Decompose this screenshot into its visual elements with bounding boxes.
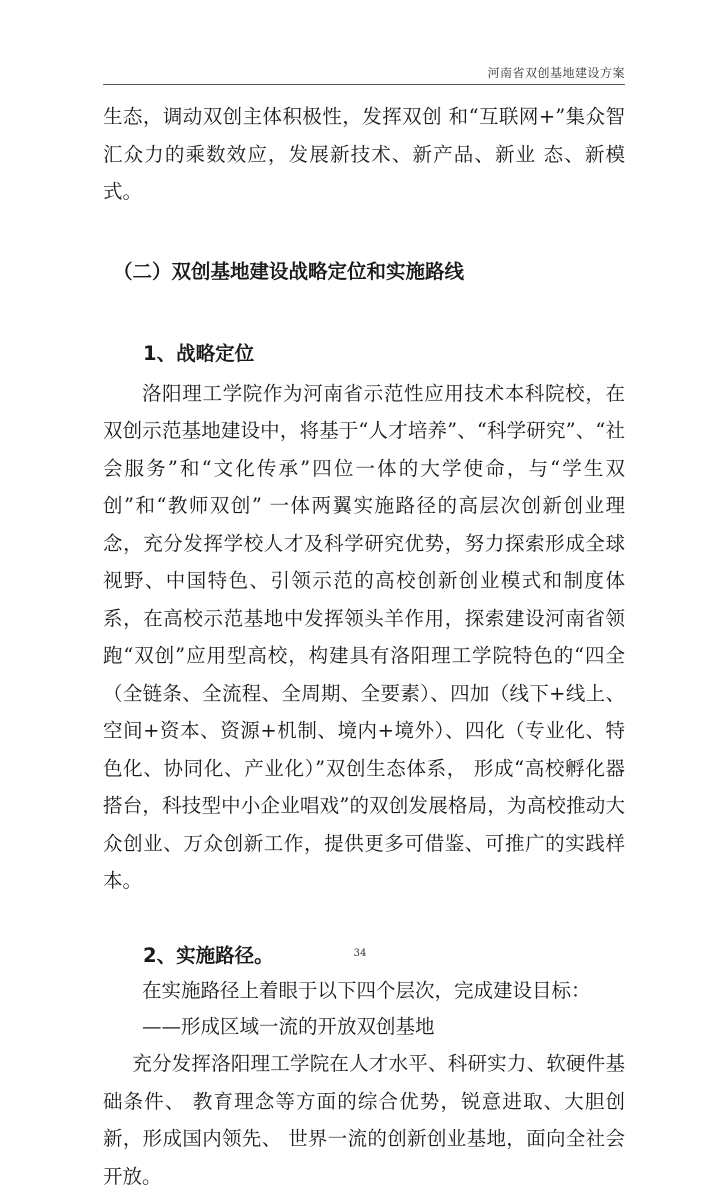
spacer	[103, 290, 625, 327]
implementation-path-intro: 在实施路径上着眼于以下四个层次，完成建设目标：	[142, 979, 591, 1002]
section-heading: （二）双创基地建设战略定位和实施路线	[113, 259, 465, 283]
strategic-positioning-paragraph: 洛阳理工学院作为河南省示范性应用技术本科院校，在双创示范基地建设中，将基于“人才培养”、“科学研究”、“社会服务”和“文化传承”四位一体的大学使命，与“学生双创”和“教师双创” 一体两翼实施路径的高层次创新创业理念，充分发挥学校人才及科学研究优势，努力探索形成全球视野、中国特色、引领示范的高校创新创业模式和制度体系，在高校示范基地中发挥领头羊作用，探索建设河南省领跑“双创”应用型高校，构建具有洛阳理工学院特色的“四全（全链条、全流程、全周期、全要素）、四加（线下+线上、空间+资本、资源+机制、境内+境外）、四化（专业化、特色化、协同化、产业化）”双创生态体系， 形成“高校孵化器搭台，科技型中小企业唱戏”的双创发展格局，为高校推动大众创业、万众创新工作，提供更多可借鉴、可推广的实践样本。	[103, 381, 625, 892]
spacer	[103, 900, 625, 925]
header-divider	[103, 84, 625, 85]
page-number: 34	[353, 948, 367, 959]
implementation-item-paragraph: 充分发挥洛阳理工学院在人才水平、科研实力、软硬件基础条件、 教育理念等方面的综合优势，锐意进取、大胆创新，形成国内领先、 世界一流的创新创业基地，面向全社会开放。	[103, 1052, 625, 1188]
spacer	[103, 211, 625, 248]
running-header: 河南省双创基地建设方案	[487, 66, 625, 80]
page-body	[103, 92, 625, 1195]
subsection-heading-strategic-positioning: 1、战略定位	[143, 342, 255, 365]
subsection-heading-implementation-path: 2、实施路径。	[143, 943, 274, 967]
implementation-item-title: ——形成区域一流的开放双创基地	[142, 1014, 435, 1038]
intro-paragraph: 生态，调动双创主体积极性，发挥双创 和“互联网+”集众智汇众力的乘数效应，发展新技术、新产品、新业 态、新模式。	[103, 105, 625, 203]
